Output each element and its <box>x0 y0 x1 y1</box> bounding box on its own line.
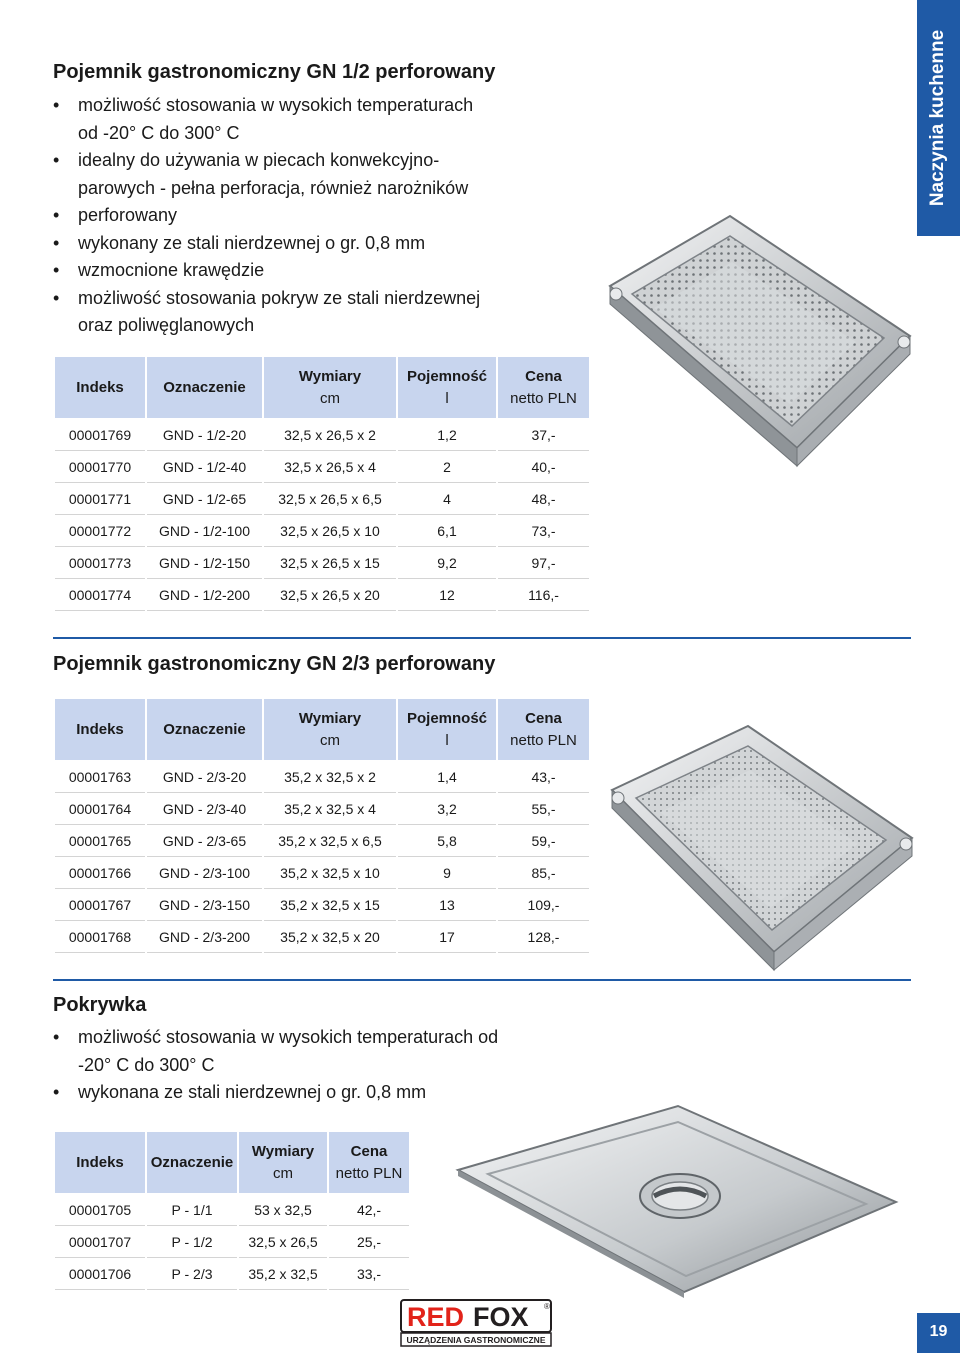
cell-oznaczenie: GND - 2/3-65 <box>147 826 262 856</box>
cell-wymiary: 35,2 x 32,5 x 10 <box>264 858 396 888</box>
logo-fox-text: FOX <box>473 1302 529 1332</box>
cell-oznaczenie: GND - 1/2-65 <box>147 484 262 514</box>
cell-pojemnosc: 4 <box>398 484 496 514</box>
cell-indeks: 00001764 <box>55 794 145 824</box>
feature-line: • perforowany <box>53 202 480 230</box>
logo-registered-mark: ® <box>544 1302 550 1311</box>
page-number-bar <box>917 1313 960 1353</box>
header-wymiary-unit: cm <box>320 731 340 749</box>
table-row <box>55 794 589 824</box>
header-pojemnosc <box>398 699 496 760</box>
header-cena-label: Cena <box>525 709 562 727</box>
logo-red-text: RED <box>407 1302 465 1332</box>
cell-pojemnosc: 13 <box>398 890 496 920</box>
header-wymiary-label: Wymiary <box>298 709 362 727</box>
cell-wymiary: 35,2 x 32,5 x 4 <box>264 794 396 824</box>
cell-cena: 97,- <box>498 548 589 578</box>
cell-wymiary: 53 x 32,5 <box>239 1195 327 1225</box>
cell-oznaczenie: GND - 1/2-40 <box>147 452 262 482</box>
cell-oznaczenie: GND - 1/2-200 <box>147 580 262 610</box>
cell-pojemnosc: 1,2 <box>398 420 496 450</box>
table-row <box>55 826 589 856</box>
feature-line: • wykonany ze stali nierdzewnej o gr. 0,8 mm <box>53 230 480 258</box>
cell-wymiary: 35,2 x 32,5 x 20 <box>264 922 396 952</box>
cell-wymiary: 35,2 x 32,5 x 15 <box>264 890 396 920</box>
cell-oznaczenie: P - 1/2 <box>147 1227 237 1257</box>
perforated-pan-gn12-image <box>592 208 917 473</box>
cell-oznaczenie: GND - 2/3-150 <box>147 890 262 920</box>
page-number: 19 <box>929 1323 948 1340</box>
cell-pojemnosc: 17 <box>398 922 496 952</box>
cell-pojemnosc: 9,2 <box>398 548 496 578</box>
feature-line: parowych - pełna perforacja, również narożników <box>78 177 469 198</box>
header-pojemnosc-unit: l <box>445 731 449 749</box>
cell-wymiary: 32,5 x 26,5 x 10 <box>264 516 396 546</box>
cell-indeks: 00001767 <box>55 890 145 920</box>
cell-indeks: 00001769 <box>55 420 145 450</box>
redfox-logo <box>399 1297 555 1347</box>
header-wymiary-label: Wymiary <box>251 1142 315 1160</box>
header-pojemnosc <box>398 357 496 418</box>
cell-oznaczenie: P - 2/3 <box>147 1259 237 1289</box>
cell-wymiary: 35,2 x 32,5 <box>239 1259 327 1289</box>
cell-cena: 48,- <box>498 484 589 514</box>
cell-indeks: 00001772 <box>55 516 145 546</box>
cell-indeks: 00001768 <box>55 922 145 952</box>
header-pojemnosc-unit: l <box>445 389 449 407</box>
section2-table <box>53 697 591 954</box>
cell-indeks: 00001771 <box>55 484 145 514</box>
table-row <box>55 548 589 578</box>
cell-cena: 116,- <box>498 580 589 610</box>
feature-line: oraz poliwęglanowych <box>78 315 255 335</box>
section3-title: Pokrywka <box>53 994 147 1016</box>
header-cena-unit: netto PLN <box>335 1164 403 1182</box>
cell-wymiary: 35,2 x 32,5 x 6,5 <box>264 826 396 856</box>
cell-cena: 25,- <box>329 1227 409 1257</box>
section1-table <box>53 355 591 612</box>
table-row <box>55 922 589 952</box>
cell-oznaczenie: P - 1/1 <box>147 1195 237 1225</box>
lid-image <box>448 1100 903 1298</box>
header-wymiary <box>264 357 396 418</box>
cell-cena: 128,- <box>498 922 589 952</box>
cell-indeks: 00001770 <box>55 452 145 482</box>
cell-wymiary: 32,5 x 26,5 <box>239 1227 327 1257</box>
header-wymiary-unit: cm <box>273 1164 293 1182</box>
category-side-tab-label: Naczynia kuchenne <box>927 29 949 207</box>
header-wymiary-label: Wymiary <box>298 367 362 385</box>
feature-line: • wzmocnione krawędzie <box>53 257 480 285</box>
header-oznaczenie: Oznaczenie <box>147 699 262 760</box>
cell-cena: 109,- <box>498 890 589 920</box>
header-wymiary <box>264 699 396 760</box>
cell-indeks: 00001766 <box>55 858 145 888</box>
cell-cena: 43,- <box>498 762 589 792</box>
header-indeks: Indeks <box>55 1132 145 1193</box>
section2-title: Pojemnik gastronomiczny GN 2/3 perforowany <box>53 653 496 675</box>
cell-cena: 40,- <box>498 452 589 482</box>
table-row <box>55 1227 409 1257</box>
cell-oznaczenie: GND - 2/3-40 <box>147 794 262 824</box>
section-divider <box>53 637 911 639</box>
table-header-row <box>55 1132 409 1193</box>
cell-wymiary: 35,2 x 32,5 x 2 <box>264 762 396 792</box>
table-row <box>55 452 589 482</box>
table-row <box>55 1195 409 1225</box>
cell-cena: 33,- <box>329 1259 409 1289</box>
table-row <box>55 858 589 888</box>
feature-line: -20° C do 300° C <box>78 1054 215 1075</box>
cell-pojemnosc: 12 <box>398 580 496 610</box>
section1-title: Pojemnik gastronomiczny GN 1/2 perforowany <box>53 61 496 83</box>
header-cena <box>498 699 589 760</box>
cell-cena: 59,- <box>498 826 589 856</box>
cell-pojemnosc: 5,8 <box>398 826 496 856</box>
cell-indeks: 00001765 <box>55 826 145 856</box>
cell-indeks: 00001707 <box>55 1227 145 1257</box>
header-cena-unit: netto PLN <box>510 731 577 749</box>
section-divider <box>53 979 911 981</box>
feature-line: • idealny do używania w piecach konwekcyjno- <box>53 147 480 175</box>
header-cena-label: Cena <box>350 1142 388 1160</box>
feature-line: • możliwość stosowania pokryw ze stali nierdzewnej <box>53 285 480 313</box>
table-row <box>55 762 589 792</box>
feature-line: • możliwość stosowania w wysokich temperaturach od <box>53 1024 498 1052</box>
cell-oznaczenie: GND - 2/3-200 <box>147 922 262 952</box>
header-indeks: Indeks <box>55 699 145 760</box>
cell-oznaczenie: GND - 1/2-150 <box>147 548 262 578</box>
redfox-logo-mark <box>399 1297 555 1347</box>
cell-pojemnosc: 1,4 <box>398 762 496 792</box>
feature-line: • wykonana ze stali nierdzewnej o gr. 0,8 mm <box>53 1079 498 1107</box>
header-pojemnosc-label: Pojemność <box>406 367 488 385</box>
header-pojemnosc-label: Pojemność <box>406 709 488 727</box>
cell-wymiary: 32,5 x 26,5 x 15 <box>264 548 396 578</box>
table-row <box>55 580 589 610</box>
feature-line: • możliwość stosowania w wysokich temperaturach <box>53 92 480 120</box>
section3-table <box>53 1130 411 1291</box>
category-side-tab-label-wrap <box>917 0 960 236</box>
table-row <box>55 484 589 514</box>
cell-cena: 73,- <box>498 516 589 546</box>
header-oznaczenie: Oznaczenie <box>147 1132 237 1193</box>
cell-cena: 37,- <box>498 420 589 450</box>
cell-wymiary: 32,5 x 26,5 x 2 <box>264 420 396 450</box>
cell-indeks: 00001773 <box>55 548 145 578</box>
table-row <box>55 516 589 546</box>
cell-cena: 55,- <box>498 794 589 824</box>
header-cena-unit: netto PLN <box>510 389 577 407</box>
table-row <box>55 1259 409 1289</box>
cell-indeks: 00001774 <box>55 580 145 610</box>
cell-wymiary: 32,5 x 26,5 x 4 <box>264 452 396 482</box>
section1-features <box>53 92 480 340</box>
cell-oznaczenie: GND - 1/2-100 <box>147 516 262 546</box>
cell-pojemnosc: 2 <box>398 452 496 482</box>
cell-pojemnosc: 9 <box>398 858 496 888</box>
header-cena-label: Cena <box>525 367 562 385</box>
header-cena <box>329 1132 409 1193</box>
cell-cena: 42,- <box>329 1195 409 1225</box>
header-indeks: Indeks <box>55 357 145 418</box>
table-row <box>55 890 589 920</box>
cell-indeks: 00001763 <box>55 762 145 792</box>
cell-indeks: 00001705 <box>55 1195 145 1225</box>
logo-subtitle: URZĄDZENIA GASTRONOMICZNE <box>406 1335 546 1345</box>
feature-line: od -20° C do 300° C <box>78 122 240 143</box>
header-cena <box>498 357 589 418</box>
cell-wymiary: 32,5 x 26,5 x 20 <box>264 580 396 610</box>
table-row <box>55 420 589 450</box>
table-header-row <box>55 699 589 760</box>
cell-cena: 85,- <box>498 858 589 888</box>
header-wymiary <box>239 1132 327 1193</box>
header-wymiary-unit: cm <box>320 389 340 407</box>
cell-pojemnosc: 3,2 <box>398 794 496 824</box>
section3-features <box>53 1024 498 1107</box>
header-oznaczenie: Oznaczenie <box>147 357 262 418</box>
cell-oznaczenie: GND - 2/3-100 <box>147 858 262 888</box>
cell-indeks: 00001706 <box>55 1259 145 1289</box>
perforated-pan-gn23-image <box>598 718 918 980</box>
cell-wymiary: 32,5 x 26,5 x 6,5 <box>264 484 396 514</box>
cell-oznaczenie: GND - 2/3-20 <box>147 762 262 792</box>
cell-pojemnosc: 6,1 <box>398 516 496 546</box>
table-header-row <box>55 357 589 418</box>
cell-oznaczenie: GND - 1/2-20 <box>147 420 262 450</box>
